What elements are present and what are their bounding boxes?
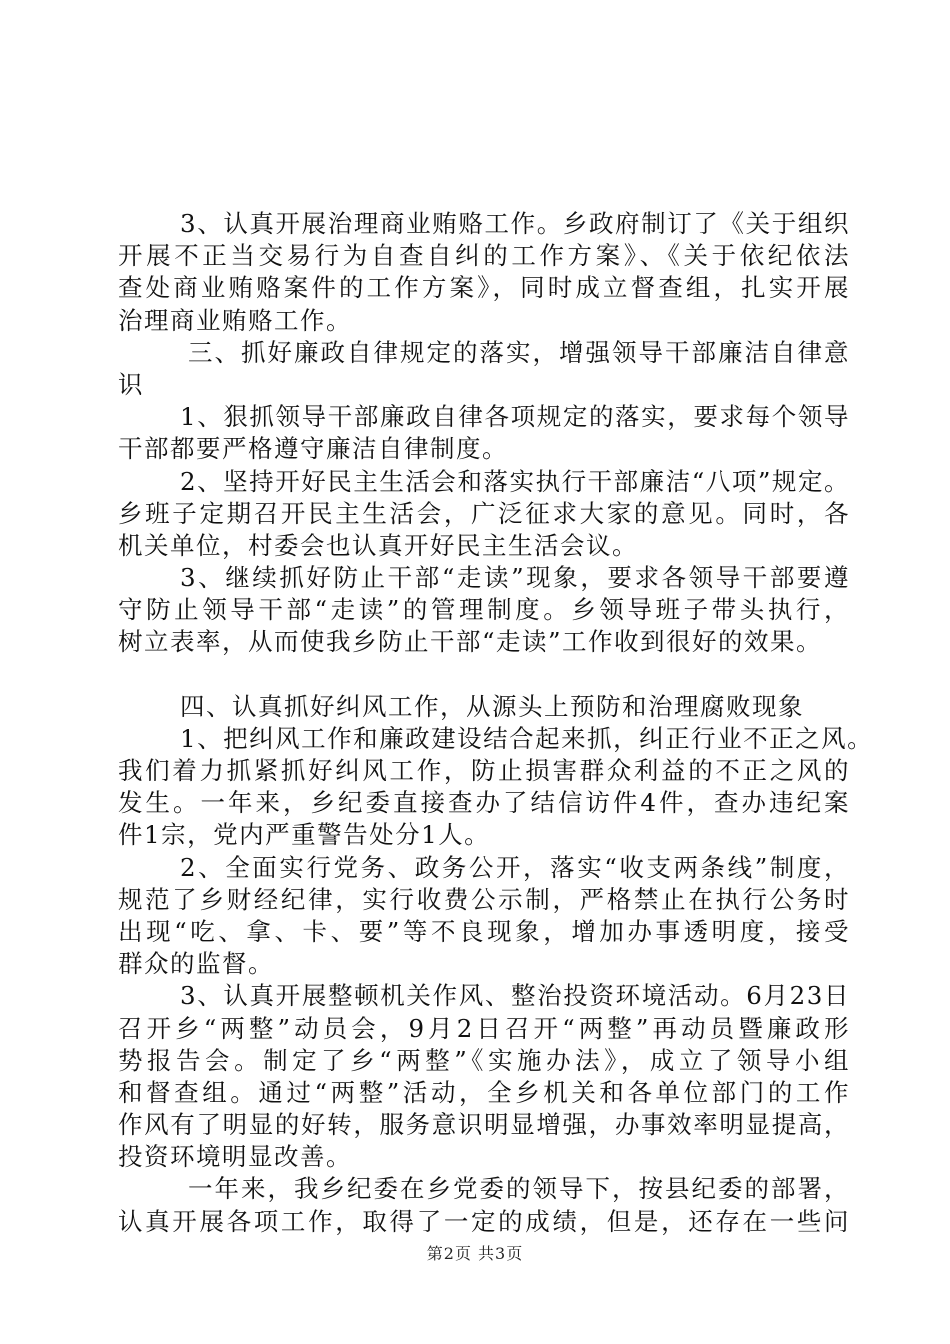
text-line: 群众的监督。 (118, 949, 274, 979)
text-line: 出现“吃、拿、卡、要”等不良现象，增加办事透明度，接受 (118, 916, 850, 946)
text-line: 发生。一年来，乡纪委直接查办了结信访件4件，查办违纪案 (118, 788, 850, 818)
text-line: 识 (118, 369, 144, 399)
text-line: 3、继续抓好防止干部“走读”现象，要求各领导干部要遵 (180, 563, 850, 593)
document-body (118, 208, 874, 1238)
text-line: 1、狠抓领导干部廉政自律各项规定的落实，要求每个领导 (180, 402, 850, 432)
page-footer: 第2页 共3页 (426, 1244, 524, 1263)
text-line: 3、认真开展治理商业贿赂工作。乡政府制订了《关于组织 (180, 209, 850, 238)
text-line: 树立表率，从而使我乡防止干部“走读”工作收到很好的效果。 (118, 627, 823, 657)
text-line: 作风有了明显的好转，服务意识明显增强，办事效率明显提高， (118, 1110, 850, 1140)
text-line: 三、抓好廉政自律规定的落实，增强领导干部廉洁自律意 (188, 337, 850, 367)
text-line: 件1宗，党内严重警告处分1人。 (118, 820, 491, 850)
text-line: 3、认真开展整顿机关作风、整治投资环境活动。6月23日 (180, 981, 850, 1011)
text-line: 守防止领导干部“走读”的管理制度。乡领导班子带头执行， (118, 595, 850, 625)
text-line: 干部都要严格遵守廉洁自律制度。 (118, 434, 508, 464)
text-line: 开展不正当交易行为自查自纠的工作方案》、《关于依纪依法 (118, 241, 850, 271)
text-line: 乡班子定期召开民主生活会，广泛征求大家的意见。同时，各 (118, 498, 850, 528)
text-line: 2、全面实行党务、政务公开，落实“收支两条线”制度， (180, 852, 850, 882)
text-line: 机关单位，村委会也认真开好民主生活会议。 (118, 530, 638, 560)
text-line: 一年来，我乡纪委在乡党委的领导下，按县纪委的部署， (188, 1174, 850, 1204)
text-line: 认真开展各项工作，取得了一定的成绩，但是，还存在一些问 (118, 1206, 850, 1236)
text-line: 四、认真抓好纠风工作，从源头上预防和治理腐败现象 (180, 691, 804, 721)
text-line: 查处商业贿赂案件的工作方案》，同时成立督查组，扎实开展 (118, 273, 850, 303)
text-line: 和督查组。通过“两整”活动，全乡机关和各单位部门的工作 (118, 1077, 850, 1107)
text-line: 召开乡“两整”动员会，9月2日召开“两整”再动员暨廉政形 (118, 1013, 850, 1043)
text-line: 势报告会。制定了乡“两整”《实施办法》，成立了领导小组 (118, 1045, 850, 1075)
text-line: 我们着力抓紧抓好纠风工作，防止损害群众利益的不正之风的 (118, 756, 850, 785)
text-line: 2、坚持开好民主生活会和落实执行干部廉洁“八项”规定。 (180, 466, 850, 496)
text-line: 治理商业贿赂工作。 (118, 305, 352, 335)
text-line: 1、把纠风工作和廉政建设结合起来抓，纠正行业不正之风。 (180, 723, 874, 753)
text-line: 投资环境明显改善。 (118, 1142, 352, 1172)
text-line: 规范了乡财经纪律，实行收费公示制，严格禁止在执行公务时 (118, 884, 850, 914)
